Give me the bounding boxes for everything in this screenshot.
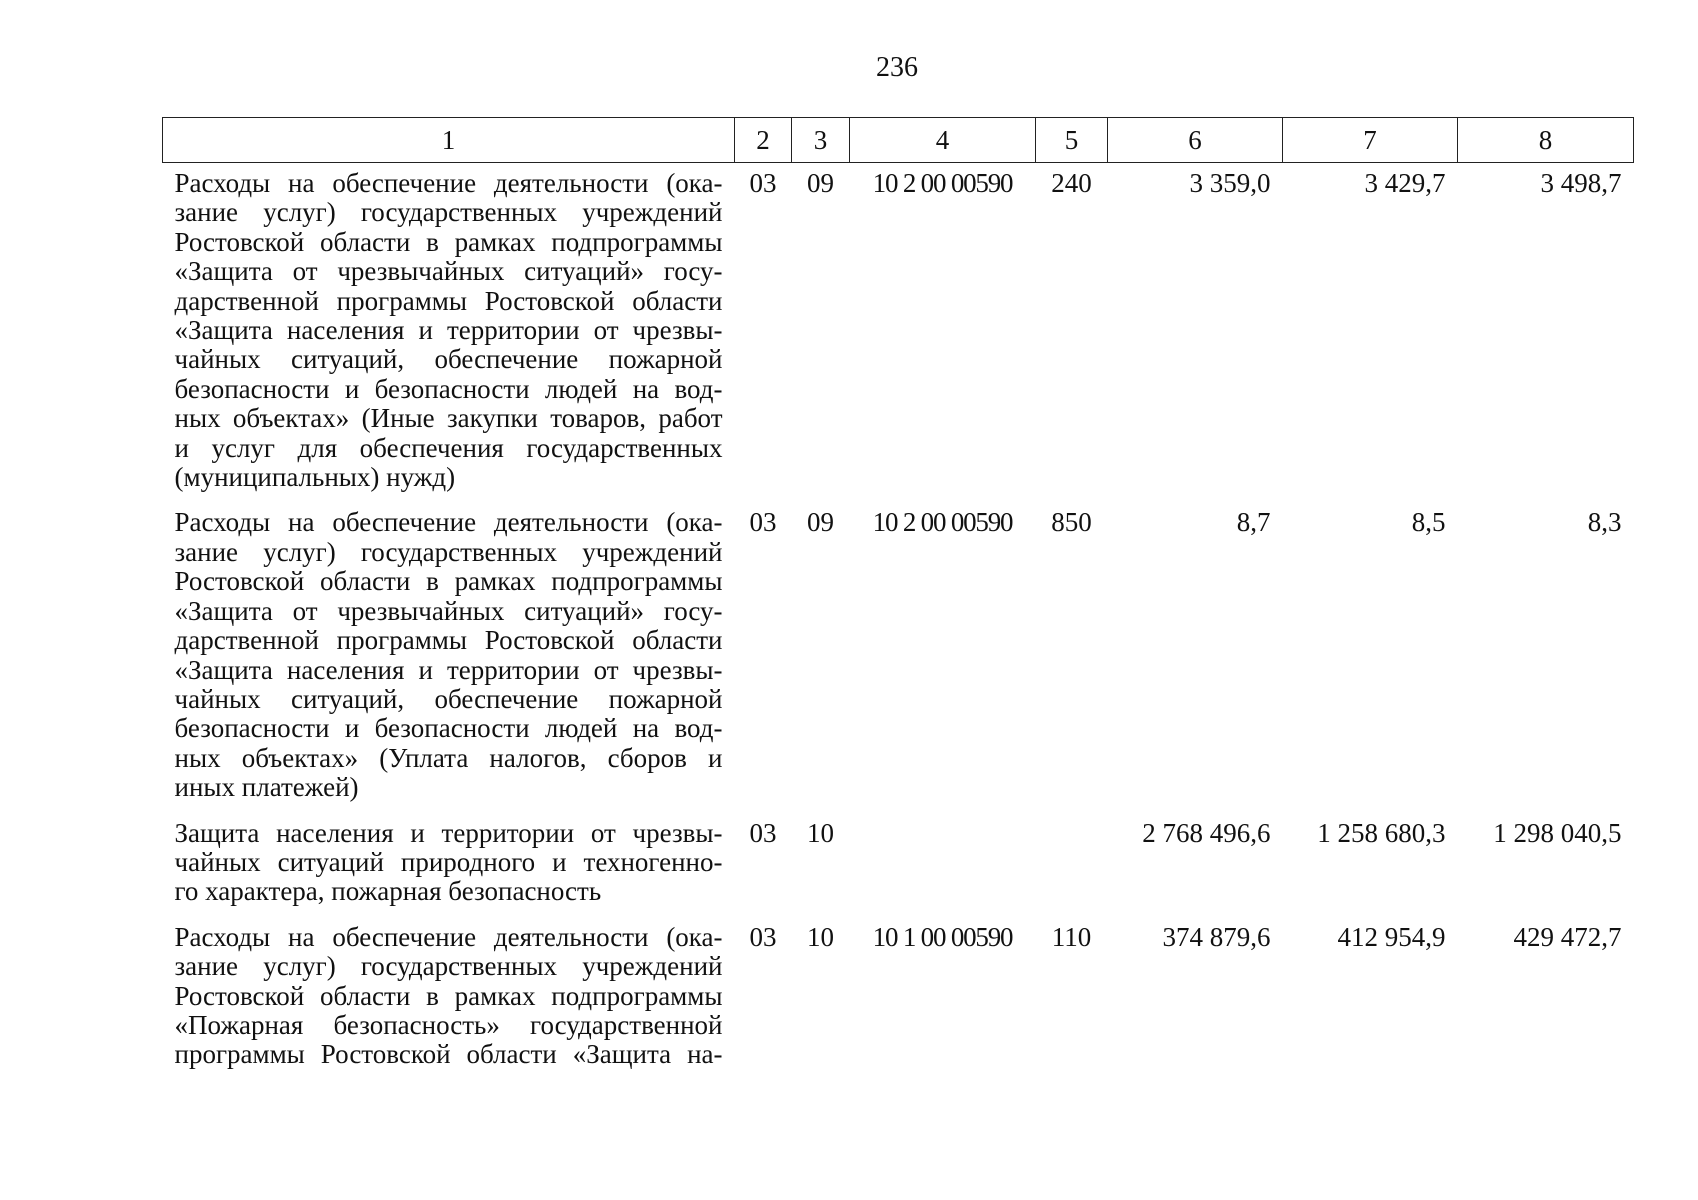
table-row [163,917,1634,1080]
description-line: «Защита от чрезвычайных ситуаций» госу- [174,595,723,626]
cell-amount-6: 2 768 496,6 [1142,817,1271,848]
description-line: чайных ситуаций, обеспечение пожарной [174,344,723,375]
cell-subsection: 10 [807,921,834,952]
description-line: иных платежей) [174,772,359,803]
column-header-3: 3 [792,118,850,163]
row-description [163,502,735,812]
description-line: Расходы на обеспечение деятельности (ока- [174,168,723,198]
description-line: ных объектах» (Уплата налогов, сборов и [174,742,723,773]
cell-expense-type: 240 [1051,168,1092,198]
cell-amount-8: 1 298 040,5 [1493,817,1622,848]
cell-section: 03 [749,507,777,538]
cell-amount-6: 3 359,0 [1189,168,1271,198]
description-line: Расходы на обеспечение деятельности (ока- [174,507,723,538]
budget-table [162,117,1634,1080]
column-header-2: 2 [735,118,792,163]
cell-subsection: 09 [807,507,834,538]
description-line: чайных ситуаций, обеспечение пожарной [174,683,723,714]
cell-amount-7: 8,5 [1411,507,1446,538]
description-line: «Защита от чрезвычайных ситуаций» госу- [174,256,723,287]
cell-subsection: 09 [807,168,834,198]
description-line: зание услуг) государственных учреждений [174,536,723,567]
description-line: зание услуг) государственных учреждений [174,951,723,982]
cell-amount-6: 8,7 [1236,507,1271,538]
column-header-6: 6 [1108,118,1283,163]
cell-amount-7: 3 429,7 [1364,168,1446,198]
description-line: программы Ростовской области «Защита на- [174,1039,723,1070]
row-description [163,163,735,503]
description-line: Ростовской области в рамках подпрограммы [174,980,723,1011]
description-line: го характера, пожарная безопасность [174,876,602,907]
description-line: чайных ситуаций природного и техногенно- [174,846,723,877]
row-description [163,813,735,917]
cell-expense-type [1036,813,1108,917]
description-line: и услуг для обеспечения государственных [174,432,723,463]
column-header-8: 8 [1458,118,1634,163]
cell-amount-8: 8,3 [1587,507,1622,538]
description-line: Ростовской области в рамках подпрограммы [174,566,723,597]
page-number: 236 [876,52,918,83]
table-row [163,813,1634,917]
table-body [163,163,1634,1080]
cell-target-article: 10 2 00 00590 [872,168,1013,198]
column-header-5: 5 [1036,118,1108,163]
cell-amount-8: 3 498,7 [1540,168,1622,198]
description-line: Расходы на обеспечение деятельности (ока- [174,921,723,952]
description-line: ных объектах» (Иные закупки товаров, работ [174,403,723,434]
description-line: безопасности и безопасности людей на вод- [174,373,723,404]
cell-section: 03 [749,817,777,848]
cell-section: 03 [749,168,777,198]
column-header-4: 4 [850,118,1036,163]
header-row [163,118,1634,163]
description-line: дарственной программы Ростовской области [174,625,723,656]
cell-amount-8: 429 472,7 [1513,921,1622,952]
cell-expense-type: 110 [1051,921,1092,952]
table-row [163,163,1634,503]
description-line: «Пожарная безопасность» государственной [174,1009,723,1040]
column-header-7: 7 [1283,118,1458,163]
column-header-1: 1 [163,118,735,163]
description-line: зание услуг) государственных учреждений [174,197,723,228]
cell-section: 03 [749,921,777,952]
description-line: «Защита населения и территории от чрезвы- [174,315,723,346]
description-line: «Защита населения и территории от чрезвы- [174,654,723,685]
description-line: дарственной программы Ростовской области [174,285,723,316]
cell-amount-7: 1 258 680,3 [1317,817,1446,848]
cell-subsection: 10 [807,817,834,848]
cell-amount-6: 374 879,6 [1162,921,1271,952]
description-line: Защита населения и территории от чрезвы- [174,817,723,848]
description-line: безопасности и безопасности людей на вод- [174,713,723,744]
cell-amount-7: 412 954,9 [1337,921,1446,952]
row-description [163,917,735,1080]
table-row [163,502,1634,812]
cell-target-article: 10 1 00 00590 [872,921,1013,952]
description-line: Ростовской области в рамках подпрограммы [174,226,723,257]
cell-target-article [850,813,1036,917]
description-line: (муниципальных) нужд) [174,462,456,493]
cell-expense-type: 850 [1051,507,1092,538]
cell-target-article: 10 2 00 00590 [872,507,1013,538]
